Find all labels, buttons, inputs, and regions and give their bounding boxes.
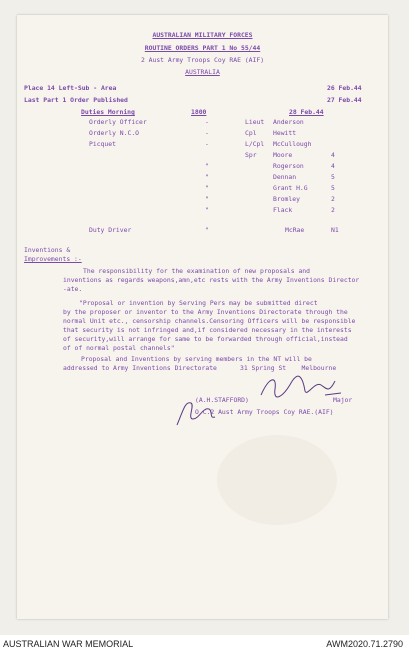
roster-name: Rogerson [273, 162, 304, 170]
driver-duty: Duty Driver [89, 226, 132, 234]
duties-heading-time: 1800 [191, 108, 207, 116]
footer-accession-number: AWM2020.71.2790 [326, 639, 403, 649]
quote-line2: by the proposer or inventor to the Army Inventions Directorate through the [63, 308, 348, 316]
roster-rank: Cpl [245, 129, 257, 137]
header-title: AUSTRALIAN MILITARY FORCES [152, 31, 253, 39]
quote-line3: normal Unit etc., censorship channels.Censoring Officers will be responsible [63, 317, 356, 325]
driver-num: N1 [331, 226, 339, 234]
place-date: 26 Feb.44 [327, 84, 362, 92]
signatory-rank: Major [333, 396, 353, 404]
roster-num: 4 [331, 151, 335, 159]
improvements-title: Improvements :- [24, 255, 82, 263]
roster-dash: " [205, 206, 209, 214]
header-country: AUSTRALIA [185, 68, 220, 76]
para1-line3: -ate. [63, 285, 83, 293]
duties-heading-date: 28 Feb.44 [289, 108, 324, 116]
para1-line1: The responsibility for the examination of new proposals and [83, 267, 311, 275]
roster-name: Hewitt [273, 129, 297, 137]
last-published-date: 27 Feb.44 [327, 96, 362, 104]
header-unit: 2 Aust Army Troops Coy RAE (AIF) [140, 56, 265, 64]
roster-num: 5 [331, 184, 335, 192]
roster-rank: Lieut [245, 118, 265, 126]
roster-dash: " [205, 184, 209, 192]
para1-line2: inventions as regards weapons,amn,etc rests with the Army Inventions Director [63, 276, 360, 284]
roster-dash: " [205, 195, 209, 203]
roster-dash: " [205, 162, 209, 170]
roster-name: Dennan [273, 173, 297, 181]
quote-line6: of of normal postal channels" [63, 344, 175, 352]
header-orders: ROUTINE ORDERS PART 1 No 55/44 [144, 44, 261, 52]
para2-line1: Proposal and Inventions by serving members in the NT will be [81, 355, 312, 363]
driver-name: McRae [285, 226, 305, 234]
roster-num: 4 [331, 162, 335, 170]
paper-stain [217, 435, 337, 525]
roster-rank: L/Cpl [245, 140, 265, 148]
roster-num: 2 [331, 206, 335, 214]
driver-dash: " [205, 226, 209, 234]
archive-footer [0, 636, 409, 653]
quote-line5: of security,will arrange for same to be forwarded through official,instead [63, 335, 348, 343]
roster-name: Anderson [273, 118, 304, 126]
roster-dash: " [205, 173, 209, 181]
roster-name: Grant H.G [273, 184, 308, 192]
roster-name: Moore [273, 151, 293, 159]
roster-duty: Orderly N.C.O [89, 129, 140, 137]
signatory-unit: O.C.2 Aust Army Troops Coy RAE.(AIF) [195, 408, 334, 416]
roster-duty: Orderly Officer [89, 118, 147, 126]
roster-duty: Picquet [89, 140, 116, 148]
roster-num: 2 [331, 195, 335, 203]
roster-name: Bromley [273, 195, 300, 203]
duties-heading: Duties Morning [81, 108, 135, 116]
last-published-label: Last Part 1 Order Published [24, 96, 128, 104]
place-label: Place 14 Left-Sub - Area [24, 84, 117, 92]
signatory-name: (A.H.STAFFORD) [195, 396, 249, 404]
inventions-title: Inventions & [24, 246, 71, 254]
footer-institution: AUSTRALIAN WAR MEMORIAL [3, 639, 134, 649]
roster-name: Flack [273, 206, 293, 214]
quote-line4: that security is not infringed and,if considered necessary in the interests [63, 326, 352, 334]
roster-dash: - [205, 129, 209, 137]
roster-name: McCullough [273, 140, 312, 148]
roster-dash: - [205, 140, 209, 148]
para2-line2: addressed to Army Inventions Directorate 31 Spring St Melbourne [63, 364, 337, 372]
roster-rank: Spr [245, 151, 257, 159]
signature-stamp-scrawl [255, 371, 345, 403]
roster-dash: - [205, 118, 209, 126]
roster-num: 5 [331, 173, 335, 181]
document-page [17, 15, 388, 619]
quote-line1: "Proposal or invention by Serving Pers may be submitted direct [79, 299, 318, 307]
